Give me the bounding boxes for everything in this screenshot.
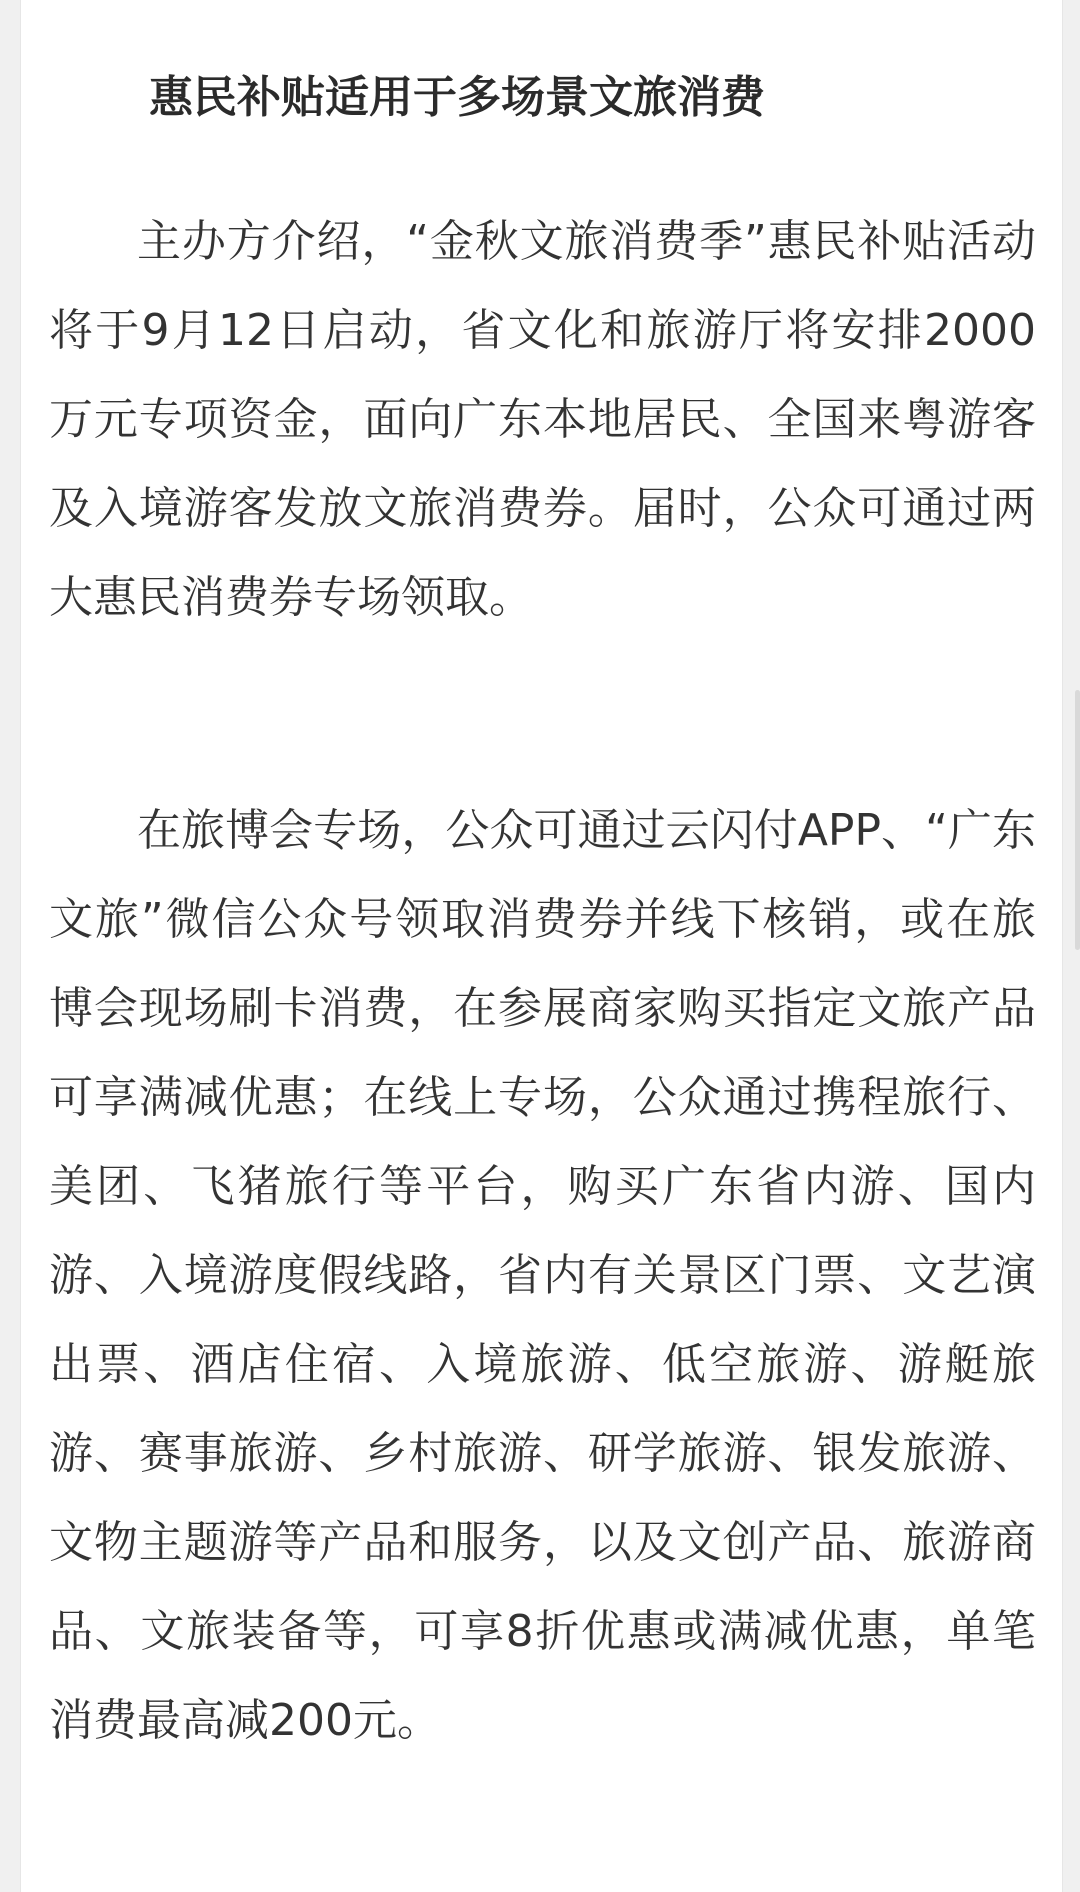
scrollbar-thumb[interactable] [1075,690,1080,950]
article-paragraph-2: 在旅博会专场，公众可通过云闪付APP、“广东文旅”微信公众号领取消费券并线下核销，或在旅博会现场刷卡消费，在参展商家购买指定文旅产品可享满减优惠；在线上专场，公众通过携程旅行、美团、飞猪旅行等平台，购买广东省内游、国内游、入境游度假线路，省内有关景区门票、文艺演出票、酒店住宿、入境旅游、低空旅游、游艇旅游、赛事旅游、乡村旅游、研学旅游、银发旅游、文物主题游等产品和服务，以及文创产品、旅游商品、文旅装备等，可享8折优惠或满减优惠，单笔消费最高减200元。 [49,805,1036,1746]
article-paragraph-1: 主办方介绍，“金秋文旅消费季”惠民补贴活动将于9月12日启动，省文化和旅游厅将安排2000万元专项资金，面向广东本地居民、全国来粤游客及入境游客发放文旅消费券。届时，公众可通过两大惠民消费券专场领取。 [49,216,1036,623]
section-heading: 惠民补贴适用于多场景文旅消费 [149,72,765,123]
article-page [20,0,1063,1892]
